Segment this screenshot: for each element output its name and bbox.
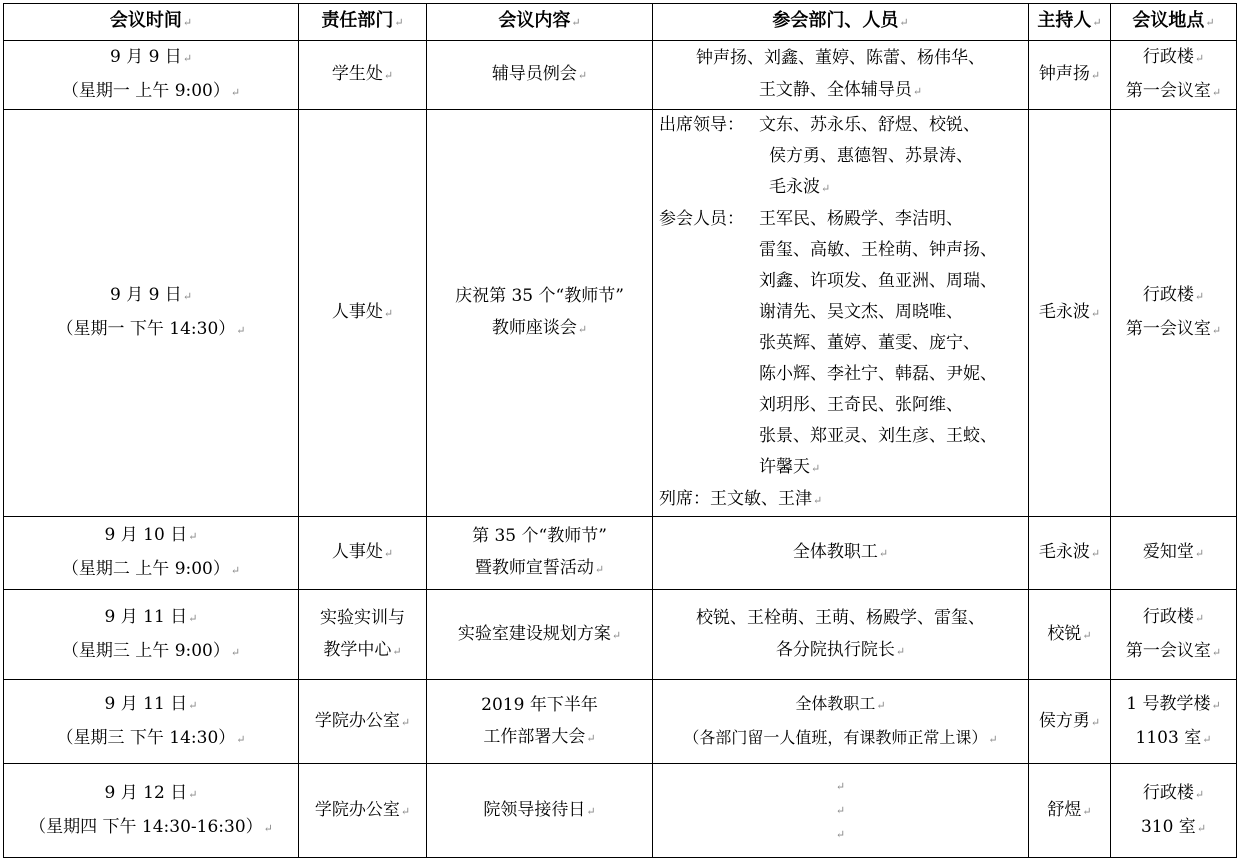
host-cell: 侯方勇↵ <box>1029 680 1111 764</box>
attendee-group-participants: 参会人员： 王军民、杨殿学、李洁明、 雷玺、高敏、王栓萌、钟声扬、 刘鑫、许项发、鱼亚洲、周瑞、 谢清先、吴文杰、周晓唯、 张英辉、董婷、董雯、庞宁、 陈小辉、李社宁、韩磊、尹妮、 刘玥彤、王奇民、张阿维、 张景、郑亚灵、刘生彦、王蛟、 许馨天↵ <box>659 209 997 477</box>
location-cell: 行政楼↵ 第一会议室↵ <box>1111 110 1237 517</box>
department-cell: 学院办公室↵ <box>299 680 427 764</box>
header-cell: 会议时间↵ <box>4 4 299 41</box>
header-row <box>4 4 1237 41</box>
attendees-cell: 钟声扬、刘鑫、董婷、陈蕾、杨伟华、 王文静、全体辅导员↵ <box>653 41 1029 110</box>
table-row <box>4 517 1237 590</box>
attendees-cell: ↵ ↵ ↵ <box>653 764 1029 858</box>
attendees-cell: 校锐、王栓萌、王萌、杨殿学、雷玺、 各分院执行院长↵ <box>653 590 1029 680</box>
host-cell: 舒煜↵ <box>1029 764 1111 858</box>
header-cell: 会议内容↵ <box>427 4 653 41</box>
host-cell: 毛永波↵ <box>1029 517 1111 590</box>
header-cell: 责任部门↵ <box>299 4 427 41</box>
department-cell: 学院办公室↵ <box>299 764 427 858</box>
header-cell: 参会部门、人员↵ <box>653 4 1029 41</box>
content-cell: 辅导员例会↵ <box>427 41 653 110</box>
table-row <box>4 590 1237 680</box>
meeting-time-cell: 9 月 11 日↵ （星期三 上午 9:00）↵ <box>4 590 299 680</box>
attendees-cell: 全体教职工↵ （各部门留一人值班，有课教师正常上课）↵ <box>653 680 1029 764</box>
content-cell: 2019 年下半年 工作部署大会↵ <box>427 680 653 764</box>
attendees-cell <box>653 110 1029 517</box>
host-cell: 毛永波↵ <box>1029 110 1111 517</box>
meeting-time-cell: 9 月 9 日↵ （星期一 下午 14:30）↵ <box>4 110 299 517</box>
content-cell: 第 35 个“教师节” 暨教师宣誓活动↵ <box>427 517 653 590</box>
location-cell: 行政楼↵ 第一会议室↵ <box>1111 590 1237 680</box>
meeting-time-cell: 9 月 11 日↵ （星期三 下午 14:30）↵ <box>4 680 299 764</box>
location-cell: 1 号教学楼↵ 1103 室↵ <box>1111 680 1237 764</box>
location-cell: 行政楼↵ 310 室↵ <box>1111 764 1237 858</box>
meeting-time-cell: 9 月 10 日↵ （星期二 上午 9:00）↵ <box>4 517 299 590</box>
department-cell: 人事处↵ <box>299 517 427 590</box>
host-cell: 钟声扬↵ <box>1029 41 1111 110</box>
content-cell: 庆祝第 35 个“教师节” 教师座谈会↵ <box>427 110 653 517</box>
content-cell: 实验室建设规划方案↵ <box>427 590 653 680</box>
meeting-time-cell: 9 月 12 日↵ （星期四 下午 14:30-16:30）↵ <box>4 764 299 858</box>
host-cell: 校锐↵ <box>1029 590 1111 680</box>
attendees-cell: 全体教职工↵ <box>653 517 1029 590</box>
table-row <box>4 764 1237 858</box>
location-cell: 爱知堂↵ <box>1111 517 1237 590</box>
department-cell: 学生处↵ <box>299 41 427 110</box>
meeting-time-cell: 9 月 9 日↵ （星期一 上午 9:00）↵ <box>4 41 299 110</box>
attendee-group-leaders: 出席领导： 文东、苏永乐、舒煜、校锐、 侯方勇、惠德智、苏景涛、 毛永波↵ <box>659 115 980 197</box>
attendee-group-observers: 列席：王文敏、王津↵ <box>659 489 823 509</box>
content-cell: 院领导接待日↵ <box>427 764 653 858</box>
department-cell: 实验实训与 教学中心↵ <box>299 590 427 680</box>
table-row <box>4 110 1237 517</box>
table-row <box>4 41 1237 110</box>
department-cell: 人事处↵ <box>299 110 427 517</box>
location-cell: 行政楼↵ 第一会议室↵ <box>1111 41 1237 110</box>
table-row <box>4 680 1237 764</box>
header-cell: 会议地点↵ <box>1111 4 1237 41</box>
meeting-schedule-table <box>3 3 1237 858</box>
header-cell: 主持人↵ <box>1029 4 1111 41</box>
